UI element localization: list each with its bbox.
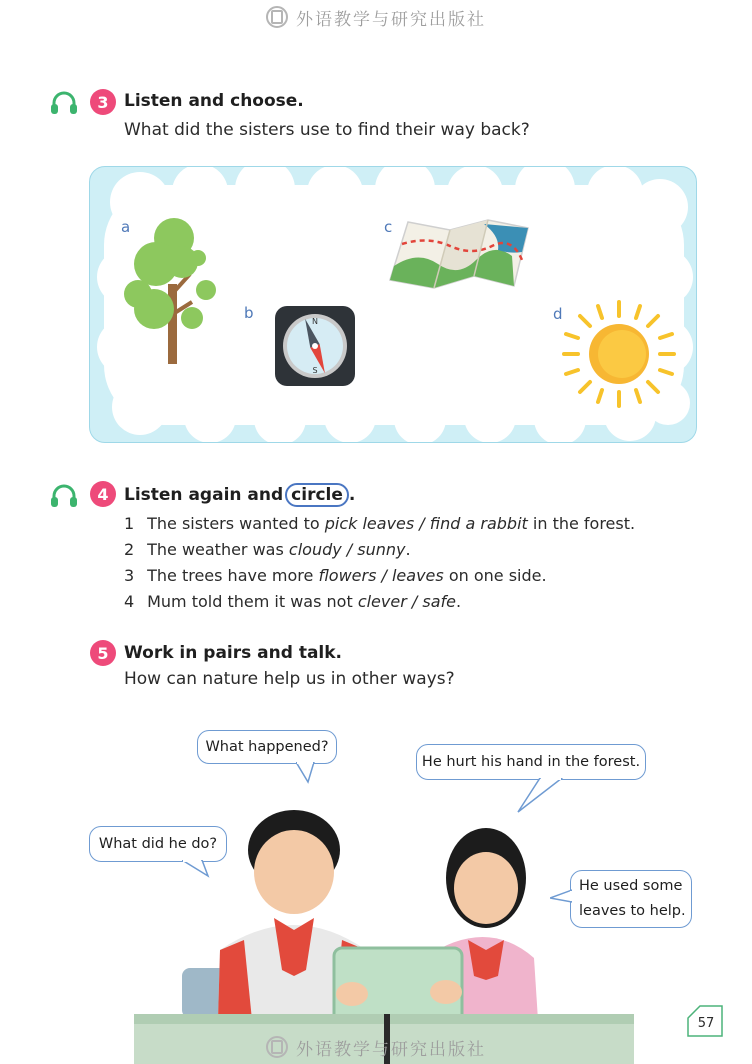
- publisher-logo-icon: [266, 6, 288, 28]
- speech-bubble-leaves: He used some leaves to help.: [570, 870, 692, 928]
- list-item: 2 The weather was cloudy / sunny.: [124, 540, 411, 559]
- list-item: 4 Mum told them it was not clever / safe.: [124, 592, 462, 611]
- circle-word: circle: [285, 483, 349, 507]
- headphones-icon[interactable]: [50, 91, 78, 115]
- exercise-5-question: How can nature help us in other ways?: [124, 669, 455, 689]
- sun-icon[interactable]: [562, 300, 676, 408]
- compass-icon[interactable]: [274, 305, 356, 387]
- exercise-number-4: 4: [90, 481, 116, 507]
- option-a-label[interactable]: a: [121, 218, 131, 236]
- option-c-label[interactable]: c: [384, 218, 393, 236]
- option-b-label[interactable]: b: [244, 304, 254, 322]
- exercise-5-title: Work in pairs and talk.: [124, 643, 343, 663]
- bubble-tail: [182, 860, 210, 878]
- choice-option[interactable]: clever / safe: [357, 592, 456, 611]
- speech-bubble-what-happened: What happened?: [197, 730, 337, 764]
- bubble-tail: [550, 888, 572, 906]
- exercise-number-3: 3: [90, 89, 116, 115]
- bubble-tail: [296, 762, 316, 784]
- compass-north: N: [312, 317, 318, 326]
- exercise-4-title-suffix: .: [348, 485, 356, 505]
- exercise-4-title: [124, 483, 355, 507]
- exercise-4-title-prefix: Listen again and: [124, 485, 284, 505]
- tree-icon[interactable]: [118, 214, 222, 366]
- publisher-footer: [0, 1030, 752, 1064]
- publisher-logo-icon: [266, 1036, 288, 1058]
- publisher-name: 外语教学与研究出版社: [296, 9, 486, 30]
- choice-option[interactable]: flowers / leaves: [318, 566, 444, 585]
- publisher-header: [0, 0, 752, 34]
- exercise-number-5: 5: [90, 640, 116, 666]
- list-item: 3 The trees have more flowers / leaves on one side.: [124, 566, 547, 585]
- bubble-tail: [516, 778, 564, 814]
- choice-option[interactable]: pick leaves / find a rabbit: [324, 514, 528, 533]
- speech-bubble-hurt-hand: He hurt his hand in the forest.: [416, 744, 646, 780]
- headphones-icon[interactable]: [50, 484, 78, 508]
- exercise-3-title: Listen and choose.: [124, 91, 304, 111]
- choice-option[interactable]: cloudy / sunny: [288, 540, 406, 559]
- map-icon[interactable]: [388, 216, 534, 290]
- publisher-name: 外语教学与研究出版社: [296, 1039, 486, 1060]
- page-number-badge: [686, 1004, 724, 1038]
- speech-bubble-what-did-he-do: What did he do?: [89, 826, 227, 862]
- list-item: 1 The sisters wanted to pick leaves / find a rabbit in the forest.: [124, 514, 636, 533]
- option-d-label[interactable]: d: [553, 305, 563, 323]
- page-number: 57: [697, 1016, 715, 1031]
- exercise-3-question: What did the sisters use to find their way back?: [124, 120, 530, 140]
- compass-south: S: [312, 366, 318, 375]
